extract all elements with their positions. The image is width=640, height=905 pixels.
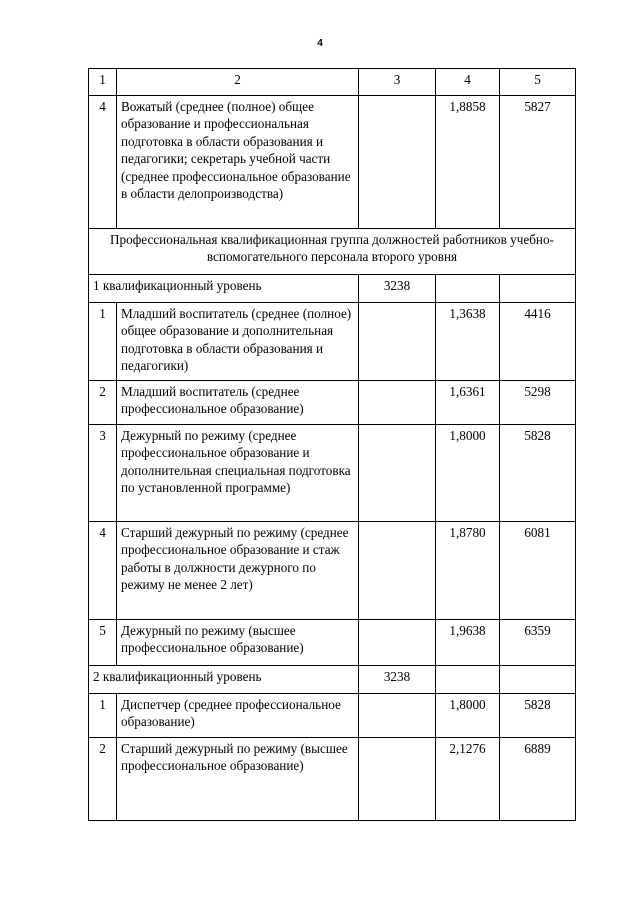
base-salary	[359, 96, 436, 229]
base-salary	[359, 425, 436, 522]
qualification-level-row	[89, 666, 576, 694]
position-name: Младший воспитатель (среднее профессиональное образование)	[117, 381, 359, 425]
coefficient: 1,8780	[436, 522, 500, 620]
level-base-salary: 3238	[359, 666, 436, 694]
table-row	[89, 620, 576, 666]
position-name: Старший дежурный по режиму (среднее профессиональное образование и стаж работы в должности дежурного по режиму не менее 2 лет)	[117, 522, 359, 620]
salary: 5828	[500, 425, 576, 522]
table-row	[89, 381, 576, 425]
coefficient: 2,1276	[436, 738, 500, 821]
base-salary	[359, 738, 436, 821]
position-name: Младший воспитатель (среднее (полное) общее образование и дополнительная подготовка в области образования и педагогики)	[117, 303, 359, 381]
header-col-4: 4	[436, 69, 500, 96]
header-col-1: 1	[89, 69, 117, 96]
base-salary	[359, 620, 436, 666]
salary: 5827	[500, 96, 576, 229]
position-name: Вожатый (среднее (полное) общее образование и профессиональная подготовка в области образования и педагогики; секретарь учебной части (среднее профессиональное образование в области делопроизводства)	[117, 96, 359, 229]
level-base-salary: 3238	[359, 275, 436, 303]
table-header-row	[89, 69, 576, 96]
header-col-3: 3	[359, 69, 436, 96]
coefficient: 1,9638	[436, 620, 500, 666]
base-salary	[359, 381, 436, 425]
row-number: 3	[89, 425, 117, 522]
group-title: Профессиональная квалификационная группа должностей работников учебно-вспомогательного персонала второго уровня	[89, 229, 576, 275]
header-col-2: 2	[117, 69, 359, 96]
position-name: Дежурный по режиму (среднее профессиональное образование и дополнительная специальная подготовка по установленной программе)	[117, 425, 359, 522]
salary: 5828	[500, 694, 576, 738]
page-number: 4	[317, 38, 323, 49]
table-row	[89, 738, 576, 821]
coefficient: 1,8858	[436, 96, 500, 229]
position-name: Дежурный по режиму (высшее профессиональное образование)	[117, 620, 359, 666]
table-row	[89, 303, 576, 381]
salary: 6889	[500, 738, 576, 821]
row-number: 1	[89, 694, 117, 738]
salary: 4416	[500, 303, 576, 381]
qualification-level-label: 1 квалификационный уровень	[89, 275, 359, 303]
level-coefficient	[436, 275, 500, 303]
row-number: 5	[89, 620, 117, 666]
table-row	[89, 425, 576, 522]
table-row	[89, 522, 576, 620]
salary: 6359	[500, 620, 576, 666]
salary: 6081	[500, 522, 576, 620]
row-number: 4	[89, 96, 117, 229]
salary: 5298	[500, 381, 576, 425]
coefficient: 1,6361	[436, 381, 500, 425]
base-salary	[359, 522, 436, 620]
level-salary	[500, 666, 576, 694]
row-number: 1	[89, 303, 117, 381]
header-col-5: 5	[500, 69, 576, 96]
position-name: Старший дежурный по режиму (высшее профессиональное образование)	[117, 738, 359, 821]
row-number: 2	[89, 381, 117, 425]
coefficient: 1,3638	[436, 303, 500, 381]
row-number: 4	[89, 522, 117, 620]
group-title-row	[89, 229, 576, 275]
table-row	[89, 96, 576, 229]
level-salary	[500, 275, 576, 303]
qualification-level-row	[89, 275, 576, 303]
coefficient: 1,8000	[436, 694, 500, 738]
base-salary	[359, 303, 436, 381]
position-name: Диспетчер (среднее профессиональное образование)	[117, 694, 359, 738]
level-coefficient	[436, 666, 500, 694]
coefficient: 1,8000	[436, 425, 500, 522]
base-salary	[359, 694, 436, 738]
qualification-level-label: 2 квалификационный уровень	[89, 666, 359, 694]
table-row	[89, 694, 576, 738]
row-number: 2	[89, 738, 117, 821]
salary-table	[88, 68, 576, 821]
